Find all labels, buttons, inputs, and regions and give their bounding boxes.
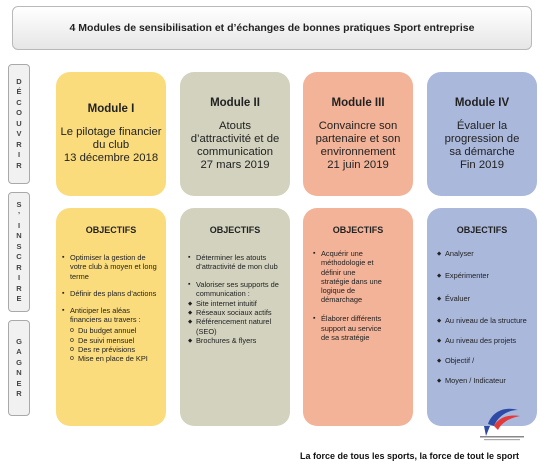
module-2-line: Atouts <box>218 119 252 132</box>
objective-sub-item: ◆ Réseaux sociaux actifs <box>188 308 282 317</box>
objective-sub-item: ◆ Brochures & flyers <box>188 336 282 345</box>
module-2-card <box>180 72 290 196</box>
side-letter: I <box>17 220 21 230</box>
side-label-gagner <box>8 320 30 416</box>
module-2-line: d’attractivité et de <box>190 132 280 145</box>
objective-item: ▪ Optimiser la gestion de votre club à moyen et long terme <box>62 253 158 281</box>
objective-item: ▪ Acquérir une méthodologie et définir une stratégie dans une logique de démarchage <box>313 249 383 304</box>
objectives-card-module-3 <box>303 208 413 426</box>
objective-sub-item: o Mise en place de KPI <box>70 354 160 363</box>
module-3-line: environnement <box>320 145 396 158</box>
side-letter: D <box>16 76 22 86</box>
module-3-date: 21 juin 2019 <box>327 158 389 171</box>
objectives-title: OBJECTIFS <box>85 225 137 235</box>
module-1-line: du club <box>92 139 130 151</box>
objective-item: ▪ Élaborer différents support au service de sa stratégie <box>313 314 383 342</box>
objectives-title: OBJECTIFS <box>209 225 261 235</box>
side-letter: G <box>16 357 22 367</box>
side-letter: ’ <box>17 210 21 219</box>
objective-item: ◆ Objectif / <box>437 356 529 365</box>
side-letter: É <box>16 87 22 97</box>
objectives-title: OBJECTIFS <box>332 225 384 235</box>
side-letter: R <box>16 160 22 170</box>
objective-item: ▪ Définir des plans d’actions <box>62 289 158 298</box>
side-letter: C <box>16 97 22 107</box>
objective-sub-item: ◆ Site internet intuitif <box>188 299 282 308</box>
module-4-line: sa démarche <box>449 145 515 158</box>
module-3-title: Module III <box>331 96 385 109</box>
federation-logo <box>474 402 530 442</box>
side-letter: V <box>16 129 22 139</box>
objective-item: ◆ Au niveau des projets <box>437 336 529 345</box>
objective-sub-item: o Des re prévisions <box>70 345 160 354</box>
page-title: 4 Modules de sensibilisation et d’échanges de bonnes pratiques Sport entreprise <box>69 22 475 34</box>
module-1-title: Module I <box>87 103 135 115</box>
side-letter: N <box>16 368 22 377</box>
objective-item: ◆ Expérimenter <box>437 271 529 280</box>
side-letter: E <box>16 378 22 388</box>
module-4-line: progression de <box>444 132 520 145</box>
objective-sub-item: o Du budget annuel <box>70 326 160 335</box>
side-letter: R <box>16 283 22 293</box>
side-letter: I <box>17 273 21 282</box>
side-letter: C <box>16 252 22 261</box>
side-letter: R <box>16 389 22 398</box>
side-letter: R <box>16 262 22 272</box>
side-letter: G <box>16 336 22 346</box>
objective-item: ▪ Valoriser ses supports de communication : <box>188 280 280 298</box>
side-letter: U <box>16 118 22 128</box>
objective-item: ◆ Moyen / Indicateur <box>437 376 529 385</box>
side-letter: N <box>16 231 22 240</box>
objectives-card-module-2 <box>180 208 290 426</box>
side-label-sinscrire <box>8 192 30 312</box>
side-letter: S <box>16 241 22 251</box>
side-letter: S <box>16 199 22 209</box>
module-3-line: partenaire et son <box>315 132 401 145</box>
module-3-card <box>303 72 413 196</box>
module-2-line: communication <box>197 145 273 158</box>
objective-item: ◆ Au niveau de la structure <box>437 316 529 325</box>
module-1-line: Le pilotage financier <box>60 126 162 138</box>
side-letter: E <box>16 294 22 303</box>
module-1-date: 13 décembre 2018 <box>63 152 159 164</box>
objective-sub-item: o De suivi mensuel <box>70 336 160 345</box>
module-2-title: Module II <box>210 96 260 109</box>
side-letter: I <box>17 150 21 160</box>
objective-item: ◆ Analyser <box>437 249 529 258</box>
objective-item: ▪ Anticiper les aléas financiers au travers : <box>62 306 158 324</box>
objectives-title: OBJECTIFS <box>456 225 508 235</box>
module-3-line: Convaincre son <box>318 119 398 132</box>
objective-item: ◆ Évaluer <box>437 294 529 303</box>
module-1-card <box>56 72 166 196</box>
objectives-card-module-4 <box>427 208 537 426</box>
module-4-line: Évaluer la <box>456 119 508 132</box>
objective-sub-item: ◆ Référencement naturel (SEO) <box>188 317 282 335</box>
side-letter: O <box>16 108 22 118</box>
objective-item: ▪ Déterminer les atouts d’attractivité de mon club <box>188 253 280 271</box>
side-letter: R <box>16 139 22 149</box>
side-label-decouvrir <box>8 64 30 184</box>
page-title-banner <box>12 6 532 50</box>
objectives-card-module-1 <box>56 208 166 426</box>
module-4-date: Fin 2019 <box>460 158 504 171</box>
side-letter: A <box>16 347 22 356</box>
footer-tagline: La force de tous les sports, la force de tout le sport <box>300 451 520 461</box>
module-2-date: 27 mars 2019 <box>200 158 270 171</box>
module-4-title: Module IV <box>454 96 510 109</box>
module-4-card <box>427 72 537 196</box>
